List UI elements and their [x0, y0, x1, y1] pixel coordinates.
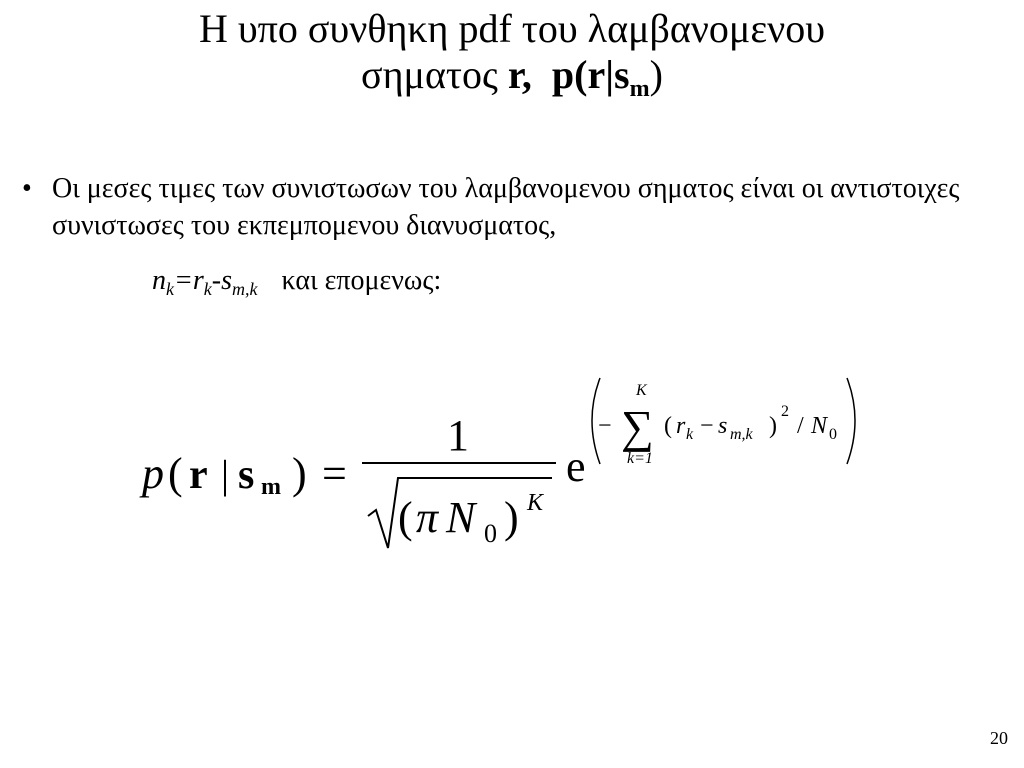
eq-sum-bottom: k=1 [627, 450, 653, 467]
title-r: r, [507, 52, 532, 97]
eq-exp-sub-0: 0 [829, 426, 837, 443]
eq-p: p [142, 449, 164, 498]
eq-s: s [238, 452, 255, 498]
eq-sum-top: K [636, 382, 647, 399]
def-tail: και επομενως: [281, 265, 442, 296]
eq-exp-sub-k: k [686, 426, 694, 443]
eq-r: r [189, 452, 208, 498]
def-minus-s: -s [211, 265, 233, 296]
eq-exp-N: N [811, 413, 828, 439]
eq-exp-minus: − [598, 413, 612, 439]
bullet-dot: • [22, 173, 32, 204]
eq-close-paren: ) [292, 449, 307, 498]
title-sub-m: m [629, 76, 650, 102]
eq-den-open: ( [398, 493, 413, 542]
eq-e: e [566, 442, 586, 491]
eq-exp-open: ( [664, 413, 672, 439]
eq-N-sub-0: 0 [484, 519, 497, 548]
eq-exp-s: s [718, 413, 728, 439]
def-eq: =r [174, 265, 204, 296]
title-close: ) [649, 52, 663, 97]
eq-numerator: 1 [447, 411, 469, 460]
eq-sum: ∑ [621, 401, 654, 452]
def-sub-k1: k [166, 279, 174, 299]
eq-exp-r: r [676, 413, 686, 439]
eq-pi: π [416, 493, 439, 542]
def-sub-k2: k [203, 279, 212, 299]
eq-bar: | [221, 452, 230, 497]
eq-exp-square: 2 [781, 403, 789, 420]
title-line-2-prefix: σηματος [361, 52, 508, 97]
eq-den-close: ) [504, 493, 519, 542]
eq-sub-m: m [261, 474, 281, 500]
eq-K-sup: K [527, 490, 544, 516]
eq-N: N [446, 493, 476, 542]
eq-exp-sub-mk: m,k [730, 426, 753, 443]
eq-exp-close: ) [769, 413, 777, 439]
bullet-text: Οι μεσες τιμες των συνιστωσων του λαμβανομενου σηματος είναι οι αντιστοιχες συνιστωσες του εκπεμπομενου διανυσματος, [52, 173, 960, 241]
eq-equals: = [322, 449, 347, 498]
eq-exp-minus2: − [700, 413, 714, 439]
def-sub-mk: m,k [232, 279, 258, 299]
eq-exp-big-close [847, 378, 855, 464]
eq-open-paren: ( [168, 449, 183, 498]
title-line-1: Η υπο συνθηκη pdf του λαμβανομενου [198, 6, 825, 51]
def-n: n [152, 265, 166, 296]
eq-exp-slash: / [797, 413, 804, 439]
title-p: p(r|s [551, 52, 630, 97]
page-number: 20 [990, 728, 1008, 748]
